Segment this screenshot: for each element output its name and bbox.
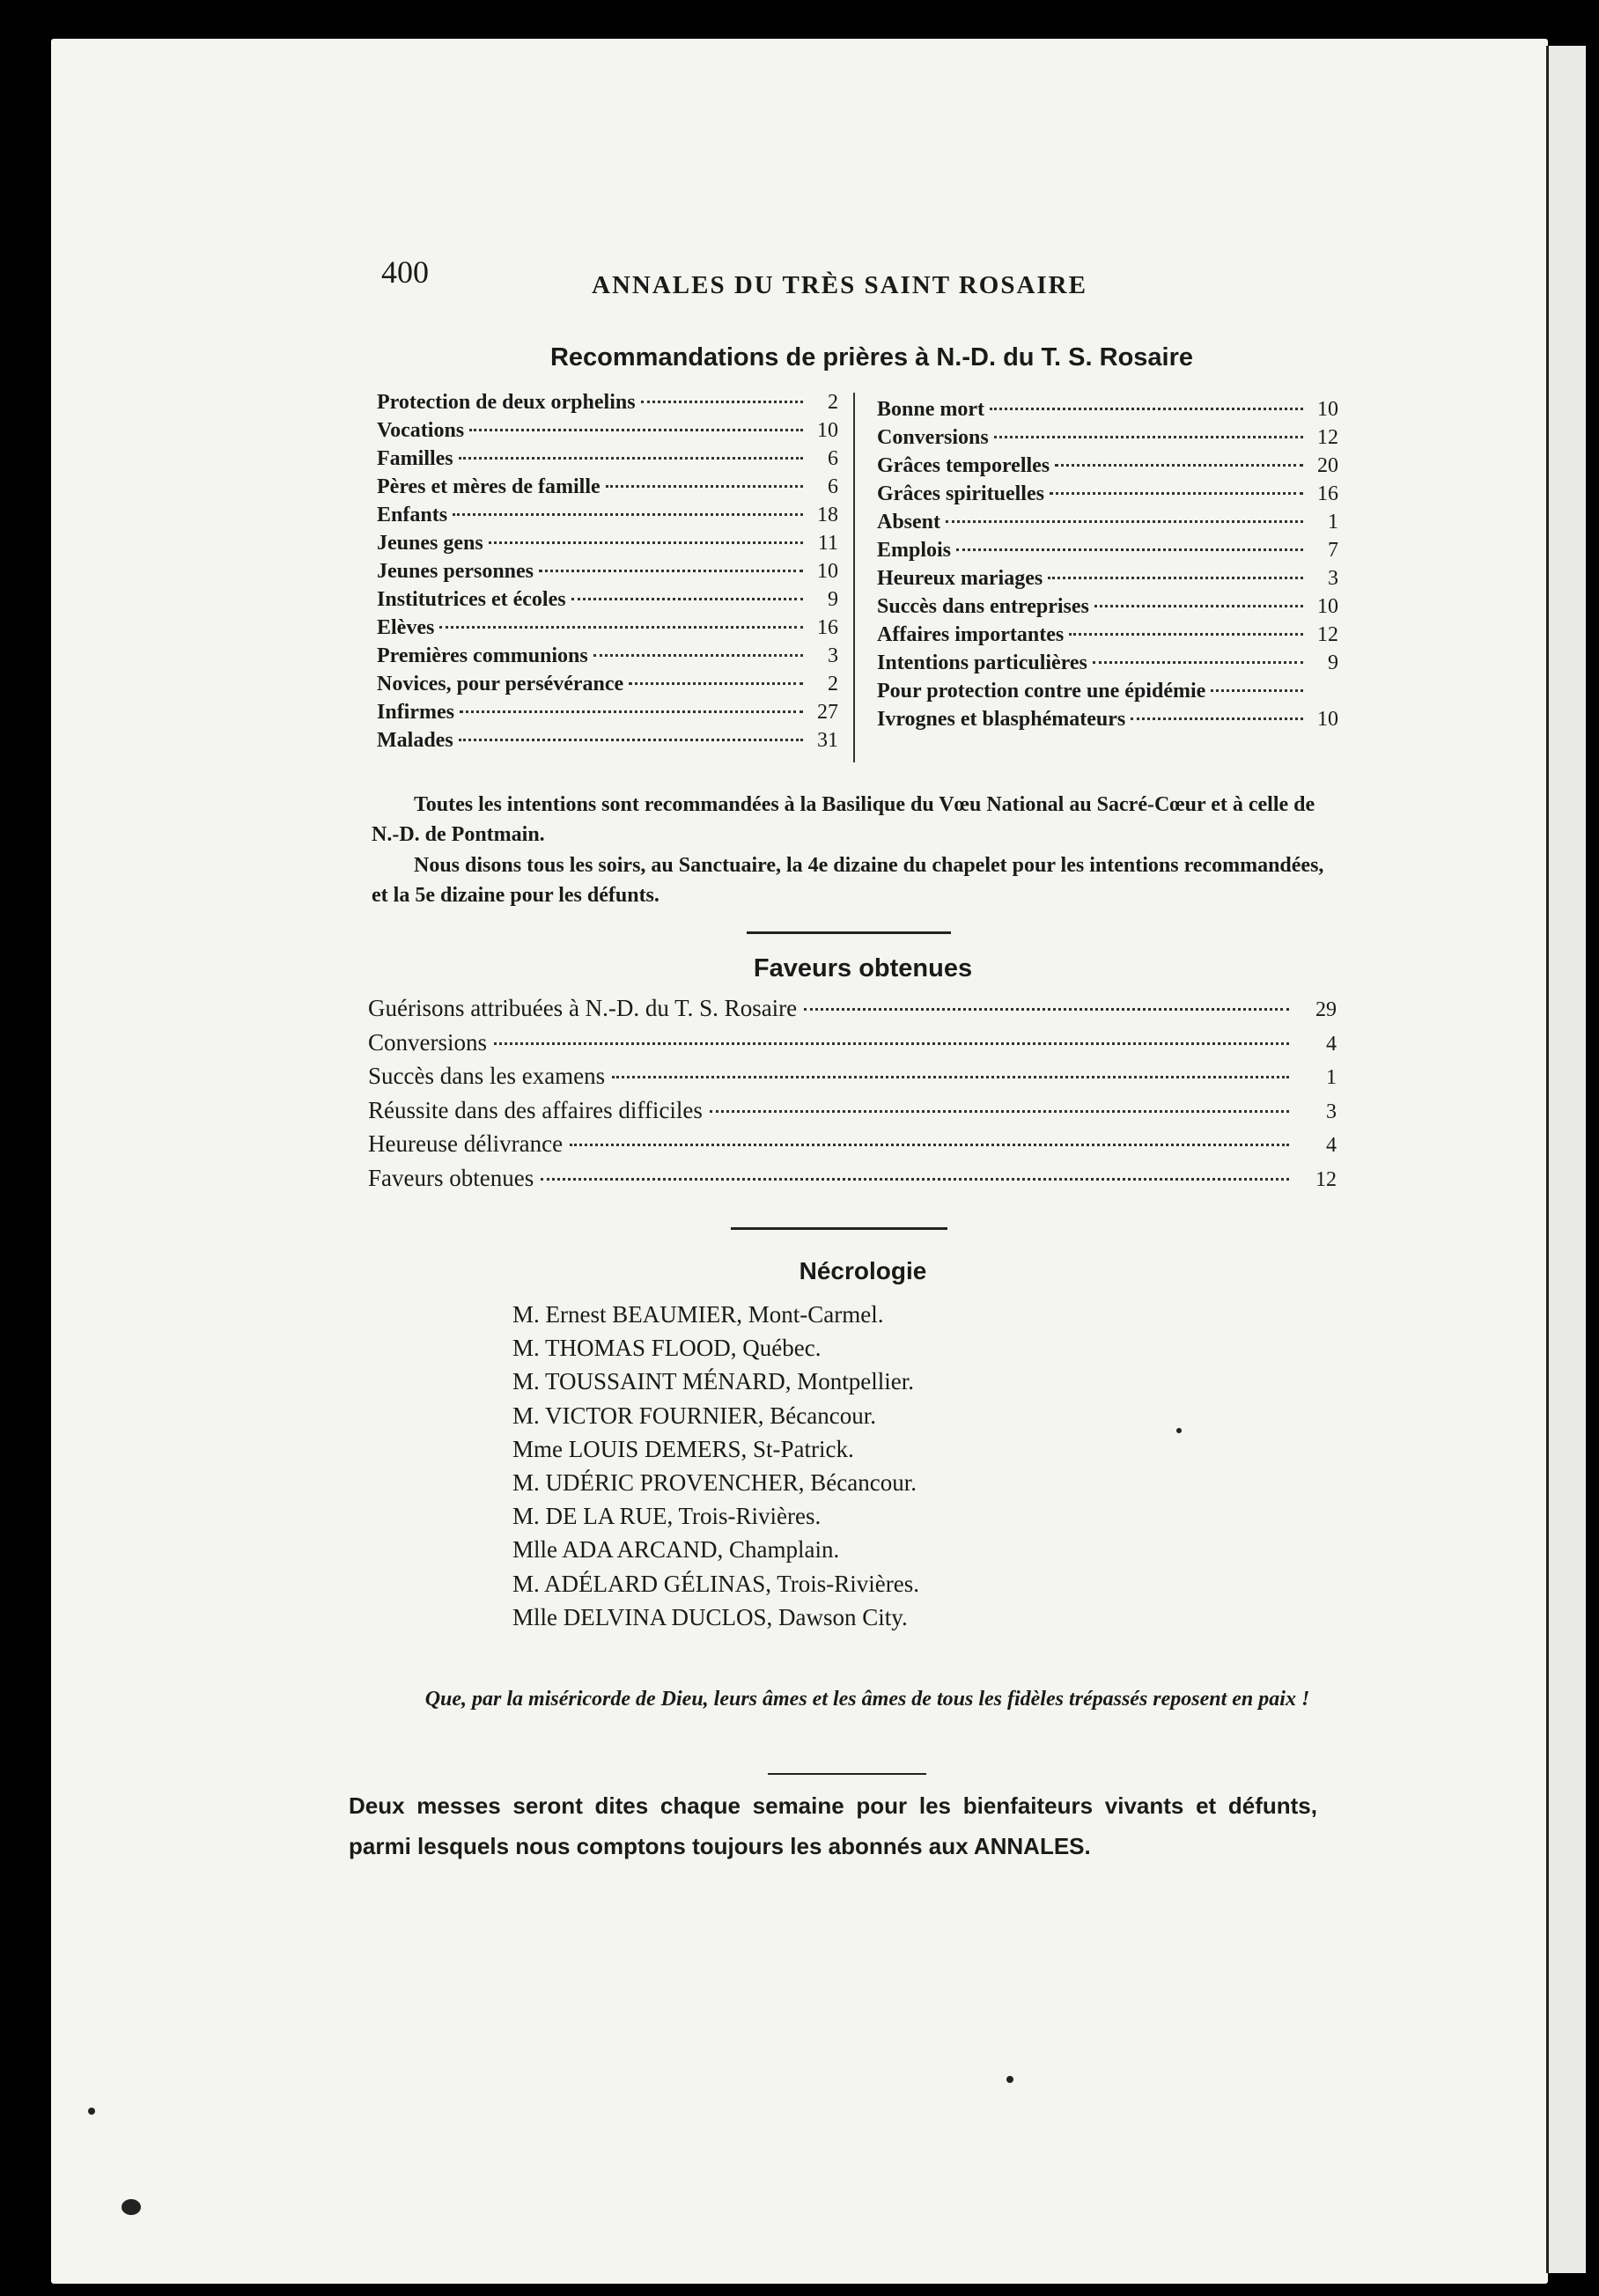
ink-speck [122,2199,141,2215]
entry-count: 12 [1315,1167,1337,1191]
entry-count: 7 [1328,539,1338,562]
dot-leader [570,1144,1289,1146]
recommandation-row [377,391,838,419]
recommandation-row [377,504,838,532]
recommandation-row [877,454,1338,482]
necrologie-entry: Mlle DELVINA DUCLOS, Dawson City. [512,1603,908,1630]
dot-leader [641,401,803,403]
section-rule [747,931,951,934]
ink-speck [1176,1428,1182,1433]
section-rule [731,1227,947,1230]
entry-count: 9 [828,588,838,611]
recommandation-row [377,447,838,475]
dot-leader [1093,661,1303,664]
entry-label: Heureuse délivrance [368,1130,564,1157]
entry-count: 11 [817,532,838,555]
entry-label: Ivrognes et blasphémateurs [877,708,1126,731]
dot-leader [994,436,1303,438]
dot-leader [593,654,803,657]
running-title: ANNALES DU TRÈS SAINT ROSAIRE [592,271,1087,299]
dot-leader [710,1110,1289,1113]
recommandation-row [377,701,838,729]
entry-label: Grâces temporelles [877,454,1050,477]
dot-leader [489,541,803,544]
dot-leader [541,1178,1289,1181]
entry-count: 10 [1317,708,1338,731]
necrologie-entry: M. VICTOR FOURNIER, Bécancour. [512,1402,876,1429]
dot-leader [439,626,803,629]
entry-label: Succès dans entreprises [877,595,1089,618]
entry-label: Premières communions [377,644,588,667]
dot-leader [571,598,803,600]
recommandation-row [877,398,1338,426]
dot-leader [956,548,1303,551]
entry-label: Protection de deux orphelins [377,391,636,414]
recommandations-title: Recommandations de prières à N.-D. du T. S. Rosaire [549,343,1194,372]
recommandation-row [877,567,1338,595]
entry-label: Grâces spirituelles [877,482,1044,505]
necrologie-entry: Mme LOUIS DEMERS, St-Patrick. [512,1435,854,1462]
entry-label: Malades [377,729,453,752]
entry-count: 3 [1326,1100,1337,1123]
entry-count: 10 [1317,595,1338,618]
section-rule [768,1773,926,1775]
recommandation-row [377,475,838,504]
recommandation-row [377,616,838,644]
entry-count: 3 [828,644,838,667]
entry-count: 4 [1326,1134,1337,1157]
entry-label: Familles [377,447,453,470]
intentions-note: Toutes les intentions sont recommandées à la Basilique du Vœu National au Sacré-Cœur et à celle de N.-D. de Pontmain. [372,793,1315,846]
recommandation-row [877,595,1338,623]
recommandation-row [377,673,838,701]
prayer-text: Que, par la miséricorde de Dieu, leurs âmes et les âmes de tous les fidèles trépassés reposent en paix ! [424,1688,1310,1711]
entry-label: Faveurs obtenues [368,1164,534,1191]
dot-leader [494,1042,1289,1045]
necrologie-entry: M. Ernest BEAUMIER, Mont-Carmel. [512,1301,884,1328]
faveurs-title: Faveurs obtenues [753,954,973,982]
entry-count: 27 [817,701,838,724]
recommandations-right-column [877,398,1338,736]
entry-label: Conversions [368,1028,487,1056]
dot-leader [606,485,803,488]
entry-count: 29 [1315,998,1337,1021]
entry-label: Institutrices et écoles [377,588,566,611]
dot-leader [460,710,803,713]
dot-leader [629,682,803,685]
dot-leader [1211,689,1303,692]
necrologie-entry: M. THOMAS FLOOD, Québec. [512,1335,822,1362]
recommandation-row [877,482,1338,511]
entry-count: 16 [817,616,838,639]
entry-label: Vocations [377,419,465,442]
entry-count: 20 [1317,454,1338,477]
entry-label: Pères et mères de famille [377,475,601,498]
entry-count: 2 [828,391,838,414]
entry-count: 10 [817,419,838,442]
recommandation-row [377,588,838,616]
entry-count: 18 [817,504,838,526]
entry-count: 10 [817,560,838,583]
entry-count: 16 [1317,482,1338,505]
dot-leader [1094,605,1303,607]
entry-label: Succès dans les examens [368,1063,606,1089]
necrologie-list [512,1301,919,1637]
entry-count: 12 [1317,426,1338,449]
entry-label: Guérisons attribuées à N.-D. du T. S. Rosaire [368,995,798,1021]
faveur-row [368,1097,1337,1131]
column-divider [853,393,855,762]
faveurs-list [368,995,1337,1198]
entry-label: Conversions [877,426,989,449]
recommandation-row [377,532,838,560]
recommandation-row [377,729,838,757]
entry-count: 12 [1317,623,1338,646]
recommandations-left-column [377,391,838,757]
entry-count: 9 [1328,651,1338,674]
dot-leader [1055,464,1303,467]
entry-label: Réussite dans des affaires difficiles [368,1096,703,1123]
entry-label: Novices, pour persévérance [377,673,624,695]
recommandation-row [377,560,838,588]
entry-label: Intentions particulières [877,651,1087,674]
dot-leader [1050,492,1303,495]
necrologie-entry: M. ADÉLARD GÉLINAS, Trois-Rivières. [512,1570,920,1597]
necrologie-entry: M. UDÉRIC PROVENCHER, Bécancour. [512,1468,917,1496]
page-number: 400 [381,254,429,290]
recommandation-row [377,419,838,447]
ink-speck [1006,2076,1013,2083]
necrologie-entry: M. TOUSSAINT MÉNARD, Montpellier. [512,1368,915,1395]
recommandation-row [877,651,1338,680]
faveur-row [368,1165,1337,1199]
faveur-row [368,1029,1337,1063]
dot-leader [459,739,803,741]
dot-leader [453,513,803,516]
necrologie-title: Nécrologie [799,1257,927,1284]
dot-leader [612,1076,1289,1078]
entry-count: 6 [828,475,838,498]
entry-label: Enfants [377,504,448,526]
faveur-row [368,1063,1337,1097]
entry-count: 10 [1317,398,1338,421]
faveur-row [368,1130,1337,1165]
recommandation-row [877,426,1338,454]
dot-leader [946,520,1303,523]
chapelet-note: Nous disons tous les soirs, au Sanctuaire, la 4e dizaine du chapelet pour les intentions recommandées, et la 5e dizaine pour les défunts. [372,854,1324,907]
entry-label: Pour protection contre une épidémie [877,680,1206,703]
recommandation-row [877,539,1338,567]
recommandation-row [877,708,1338,736]
dot-leader [1131,718,1303,720]
entry-count: 3 [1328,567,1338,590]
dot-leader [469,429,803,431]
entry-label: Infirmes [377,701,454,724]
entry-count: 31 [817,729,838,752]
entry-label: Jeunes personnes [377,560,534,583]
entry-count: 1 [1326,1066,1337,1089]
entry-label: Elèves [377,616,435,639]
dot-leader [990,408,1303,410]
necrologie-entry: Mlle ADA ARCAND, Champlain. [512,1536,840,1564]
dot-leader [1069,633,1303,636]
entry-label: Jeunes gens [377,532,483,555]
subscribers-notice: Deux messes seront dites chaque semaine pour les bienfaiteurs vivants et défunts, parmi lesquels nous comptons toujours les abonnés aux ANNALES. [349,1792,1317,1859]
recommandation-row [377,644,838,673]
entry-count: 6 [828,447,838,470]
entry-label: Bonne mort [877,398,984,421]
entry-label: Affaires importantes [877,623,1065,646]
entry-label: Emplois [877,539,952,562]
dot-leader [459,457,803,460]
entry-count: 1 [1328,511,1338,534]
faveur-row [368,995,1337,1029]
entry-count: 4 [1326,1032,1337,1056]
dot-leader [1048,577,1303,579]
entry-label: Absent [877,511,941,534]
entry-count: 2 [828,673,838,695]
dot-leader [804,1008,1289,1011]
necrologie-entry: M. DE LA RUE, Trois-Rivières. [512,1503,822,1530]
recommandation-row [877,680,1338,708]
entry-label: Heureux mariages [877,567,1043,590]
recommandation-row [877,623,1338,651]
dot-leader [539,570,803,572]
ink-speck [88,2108,95,2115]
recommandation-row [877,511,1338,539]
